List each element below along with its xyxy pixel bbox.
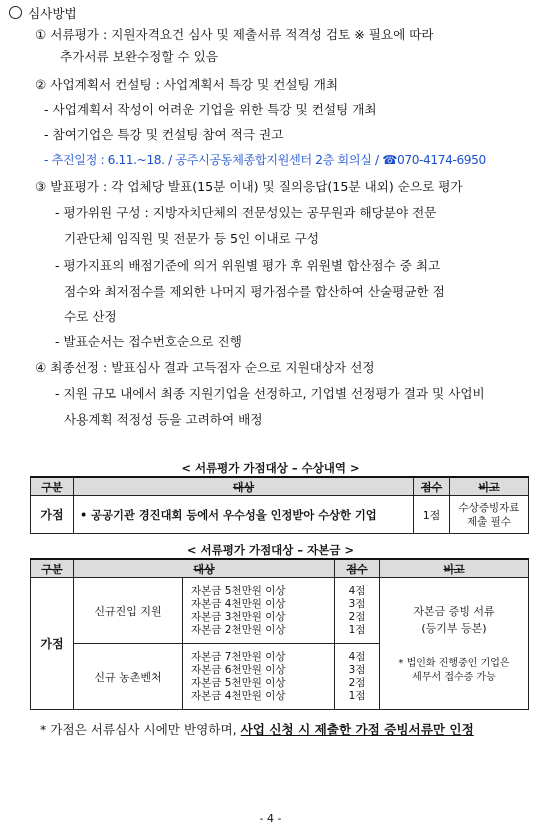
table1-note-line2: 제출 필수 (467, 515, 511, 528)
table2-category: 가점 (31, 578, 74, 710)
table2-g2-cond2: 자본금 6천만원 이상 (191, 663, 286, 676)
table2-header-score: 점수 (335, 559, 380, 578)
step3-bullet2-cont2: 수로 산정 (64, 309, 117, 324)
table2-header-category: 구분 (31, 559, 74, 578)
table2-g2-score1: 4점 (348, 650, 366, 663)
table2-group1-scores (335, 578, 380, 644)
step2-text: ② 사업계획서 컨설팅 : 사업계획서 특강 및 컨설팅 개최 (35, 77, 339, 92)
step1-cont: 추가서류 보완수정할 수 있음 (60, 49, 218, 64)
step3-text: ③ 발표평가 : 각 업체당 발표(15분 이내) 및 질의응답(15분 내외) 순으로 평가 (35, 179, 463, 194)
table2-caption: < 서류평가 가점대상 – 자본금 > (186, 543, 355, 557)
table2-g1-score4: 1점 (348, 623, 366, 636)
table1-header-score: 점수 (414, 477, 450, 496)
step2-bullet2: - 참여기업은 특강 및 컨설팅 참여 적극 권고 (44, 127, 284, 142)
circle-bullet-icon (9, 6, 22, 19)
step3-bullet2-cont1: 점수와 최저점수를 제외한 나머지 평가점수를 합산하여 산술평균한 점 (64, 284, 445, 299)
table2-note-line3: * 법인화 진행중인 기업은 (398, 657, 510, 669)
table2-g2-cond4: 자본금 4천만원 이상 (191, 689, 286, 702)
table2-header-target: 대상 (74, 559, 335, 578)
table2-g2-cond3: 자본금 5천만원 이상 (191, 676, 286, 689)
table2-note-line2: (등기부 등본) (421, 621, 487, 635)
table2-row-group1 (31, 578, 529, 644)
schedule-line: - 추진일정 : 6.11.~18. / 공주시공동체종합지원센터 2층 회의실 / ☎070-4174-6950 (44, 153, 486, 167)
table2-g1-cond1: 자본금 5천만원 이상 (191, 584, 286, 597)
table1-caption: < 서류평가 가점대상 – 수상내역 > (181, 461, 360, 475)
table1-header-category: 구분 (31, 477, 74, 496)
step4-bullet1-cont: 사용계획 적정성 등을 고려하여 배정 (64, 412, 263, 427)
table2-g2-score2: 3점 (348, 663, 366, 676)
section-heading: 심사방법 (9, 5, 77, 23)
step4-text: ④ 최종선정 : 발표심사 결과 고득점자 순으로 지원대상자 선정 (35, 360, 375, 375)
table1-header-note: 비고 (450, 477, 529, 496)
table1-note (450, 496, 529, 534)
table2-g1-cond3: 자본금 3천만원 이상 (191, 610, 286, 623)
table1-target: • 공공기관 경진대회 등에서 우수성을 인정받아 수상한 기업 (74, 496, 414, 534)
step2-bullet1: - 사업계획서 작성이 어려운 기업을 위한 특강 및 컨설팅 개최 (44, 102, 377, 117)
table2-g2-cond1: 자본금 7천만원 이상 (191, 650, 286, 663)
step1-text: ① 서류평가 : 지원자격요건 심사 및 제출서류 적격성 검토 ※ 필요에 따라 (35, 27, 434, 42)
step3-bullet1-cont: 기관단체 임직원 및 전문가 등 5인 이내로 구성 (64, 231, 320, 246)
table1-row (31, 496, 529, 534)
table2-g1-score2: 3점 (348, 597, 366, 610)
footnote-emphasis: 사업 신청 시 제출한 가점 증빙서류만 인정 (240, 722, 474, 737)
table2-note-line1: 자본금 증빙 서류 (413, 604, 495, 618)
table2-g2-score3: 2점 (348, 676, 366, 689)
table1-category: 가점 (31, 496, 74, 534)
table2-g1-score3: 2점 (348, 610, 366, 623)
capital-bonus-table (30, 558, 529, 710)
table2-note-line4: 세무서 접수증 가능 (412, 671, 496, 683)
step3-bullet1: - 평가위원 구성 : 지방자치단체의 전문성있는 공무원과 해당분야 전문 (55, 205, 437, 220)
table2-group2-conds (183, 644, 335, 710)
table2-group2-scores (335, 644, 380, 710)
table2-note (380, 578, 529, 710)
table2-g1-cond4: 자본금 2천만원 이상 (191, 623, 286, 636)
table2-g1-score1: 4점 (348, 584, 366, 597)
award-bonus-table (30, 476, 529, 534)
footnote-prefix: * 가점은 서류심사 시에만 반영하며, (40, 722, 241, 737)
table2-g1-cond2: 자본금 4천만원 이상 (191, 597, 286, 610)
step3-bullet3: - 발표순서는 접수번호순으로 진행 (55, 334, 242, 349)
step3-bullet2: - 평가지표의 배점기준에 의거 위원별 평가 후 위원별 합산점수 중 최고 (55, 258, 441, 273)
table2-group2-name: 신규 농촌벤처 (74, 644, 183, 710)
step4-bullet1: - 지원 규모 내에서 최종 지원기업을 선정하고, 기업별 선정평가 결과 및 사업비 (55, 386, 485, 401)
table2-group1-name: 신규진입 지원 (74, 578, 183, 644)
page-number: - 4 - (259, 812, 282, 825)
table1-note-line1: 수상증빙자료 (458, 501, 520, 514)
table2-g2-score4: 1점 (348, 689, 366, 702)
table1-score: 1점 (414, 496, 450, 534)
table2-group1-conds (183, 578, 335, 644)
table1-header-target: 대상 (74, 477, 414, 496)
footnote (40, 719, 474, 738)
table2-header-note: 비고 (380, 559, 529, 578)
